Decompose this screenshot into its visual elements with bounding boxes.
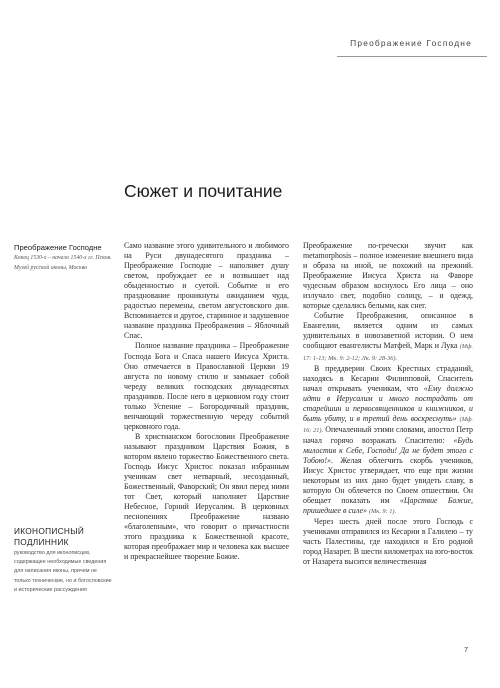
paragraph: Само название этого удивительного и любимого на Руси двунадесятого праздника – Преображение Господне – наполняет душу светом, пробуждает ее и возвышает над обыденностью и суетой. Событие и его празднование проникнуты ожиданием чуда, радостью перемены, светом августовского дня. Вспоминается и другое, старинное и задушевное название праздника Преображения – Яблочный Спас. — [124, 241, 289, 341]
caption-title: Преображение Господне — [14, 243, 102, 252]
paragraph: В христианском богословии Преображение называют праздником Царствия Божия, в котором явлено торжество Божественного света. Господь Иисус Христос показал избранным ученикам свет нетварный, несозданный, Божественный, Фаворский; Он явил перед ними тот Свет, который наполняет Царствие Небесное, Горний Иерусалим. В церковных песнопениях Преображение названо «благолепным», что говорит о причастности этого праздника к Божественной красоте, которая преображает мир и человека как высшее и прекраснейшее творение Божие. — [124, 431, 289, 562]
paragraph-text: В преддверии Своих Крестных страданий, находясь в Кесарии Филипповой, Спаситель начал открывать ученикам, что — [303, 363, 473, 393]
running-head: Преображение Господне — [350, 38, 472, 48]
paragraph-text: . Желая облегчить скорбь учеников, Иисус Христос утверждает, что еще при жизни некоторым из них дано будет увидеть славу, в которую Он облечется по Своем отшествии. Он обещает показать им — [303, 455, 473, 506]
section-title: Сюжет и почитание — [124, 181, 283, 201]
sidebar-text: руководство для иконописцев, содержащее необходимые сведения для написания иконы, причем не только технические, но и богословские и исторические рассуждения — [14, 550, 112, 593]
paragraph: Полное название праздника – Преображение Господа Бога и Спаса нашего Иисуса Христа. Оно отмечается в Православной Церкви 19 августа по новому стилю и замыкает собой череду великих господских двунадесятых праздников. После него в церковном году стоит только Успение – Богородичный праздник, венчающий торжественную череду событий церковного года. — [124, 341, 289, 431]
scripture-reference: (Мф. 17: 1-13; Мк. 9: 2-12; Лк. 9: 28-36). — [303, 343, 473, 362]
paragraph — [303, 311, 473, 363]
caption-text: Конец 1530-х – начало 1540-х гг. Псков. Музей русской иконы, Москва — [14, 255, 112, 271]
glossary-sidebar — [14, 526, 114, 595]
text-column-right — [303, 241, 473, 639]
scripture-quote: «Царствие Божие, пришедшее в силе» — [303, 496, 473, 516]
page-number: 7 — [464, 645, 469, 654]
scripture-quote: «Будь милостив к Себе, Господи! Да не будет этого с Тобою!» — [303, 435, 473, 465]
paragraph — [303, 364, 473, 518]
text-column-left — [124, 241, 289, 639]
header-rule — [337, 56, 487, 57]
illustration-caption — [14, 243, 114, 273]
paragraph: Через шесть дней после этого Господь с учениками отправился из Кесарии в Галилею – ту часть Палестины, где находился и Его родной город Назарет. В шести километрах на юго-восток от Назарета высится величественная — [303, 517, 473, 567]
scripture-quote: «Ему должно идти в Иерусалим и много пострадать от старейшин и первосвященников и книжников, и быть убиту, и в третий день воскреснуть» — [303, 383, 473, 423]
scripture-reference: (Мф. 16: 21). — [303, 415, 473, 434]
paragraph-text: Событие Преображения, описанное в Евангелии, является одним из самых удивительных в новозаветной истории. О нем сообщают евангелисты Матфей, Марк и Лука — [303, 311, 473, 351]
paragraph: Преображение по-гречески звучит как metamorphosis – полное изменение внешнего вида и образа на иной, не похожий на прежний. Преображение Иисуса Христа на Фаворе чудесным образом коснулось Его лица – оно излучало свет, подобно солнцу, – и одежд, которые сделались белыми, как снег. — [303, 241, 473, 311]
paragraph-text: Опечаленный этими словами, апостол Петр начал горячо возражать Спасителю: — [303, 424, 473, 445]
sidebar-title: ИКОНОПИСНЫЙ ПОДЛИННИК — [14, 526, 85, 547]
scripture-reference: (Мк. 9: 1). — [368, 508, 397, 516]
